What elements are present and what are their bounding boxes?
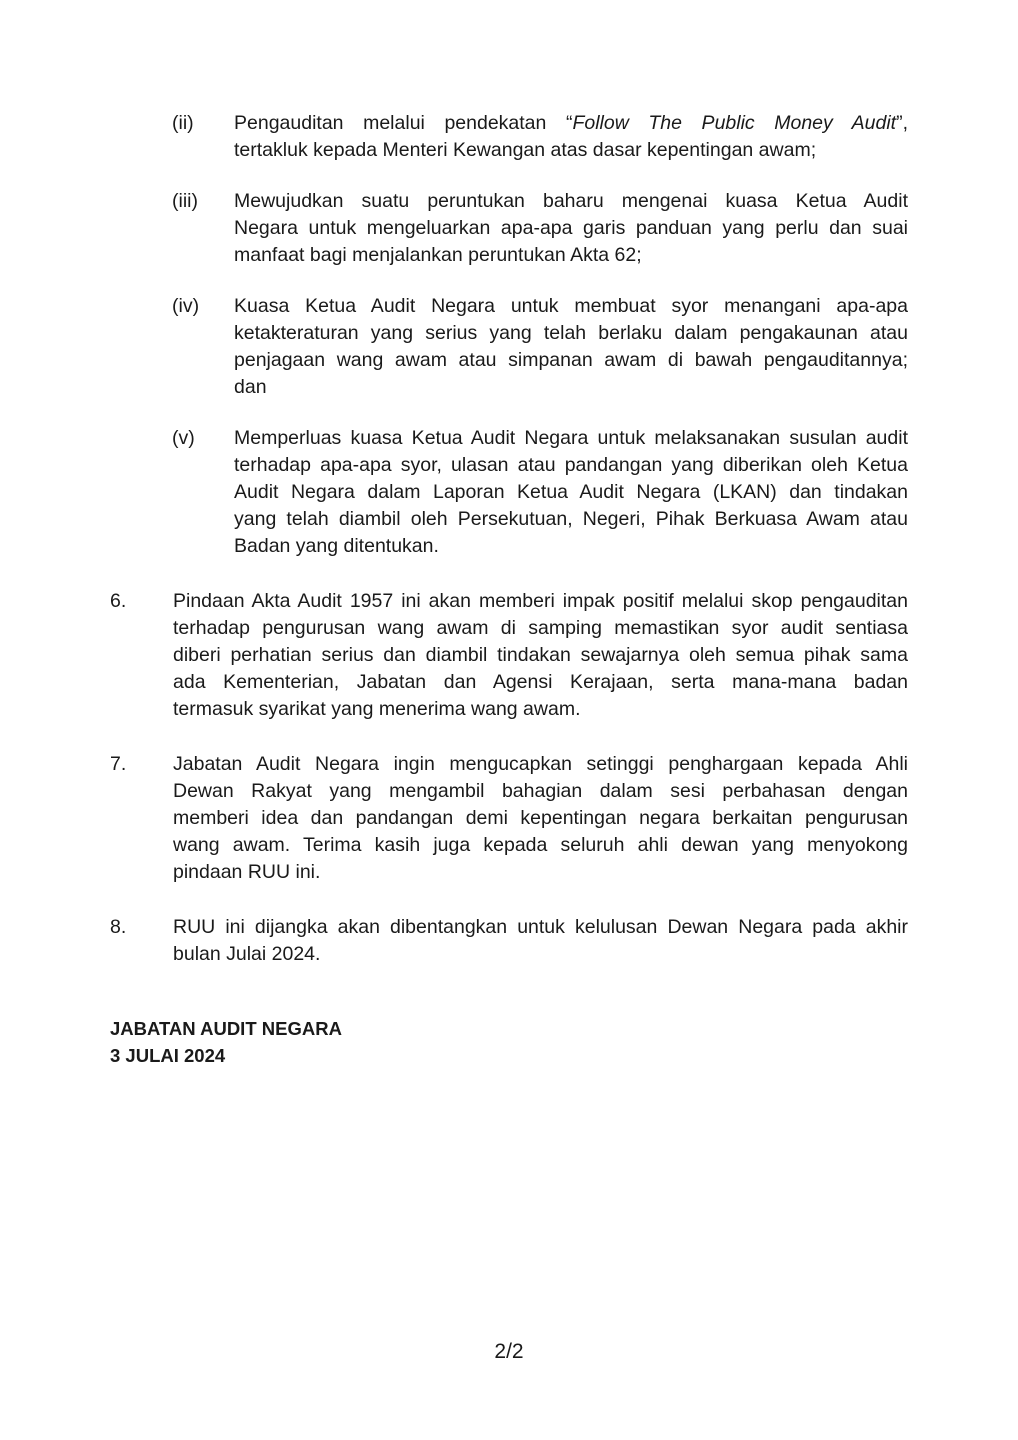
sub-item-number: (ii) [172,112,194,134]
sub-item-text [234,293,908,401]
text-line: Pengauditan melalui pendekatan “Follow The Public Money Audit”, [234,112,909,134]
text-line: ada Kementerian, Jabatan dan Agensi Kerajaan, serta mana-mana badan [173,671,908,693]
text-line: memberi idea dan pandangan demi kepentingan negara berkaitan pengurusan [173,807,908,829]
text-line: Badan yang ditentukan. [234,535,439,557]
sub-item-number: (v) [172,427,195,449]
text-line: wang awam. Terima kasih juga kepada seluruh ahli dewan yang menyokong [173,834,908,856]
paragraph-number: 8. [110,916,127,938]
text-line: manfaat bagi menjalankan peruntukan Akta 62; [234,244,642,266]
text-line: dan [234,376,267,398]
text-line: Negara untuk mengeluarkan apa-apa garis panduan yang perlu dan suai [234,217,908,239]
paragraph-text [173,751,908,886]
text-line: penjagaan wang awam atau simpanan awam di bawah pengauditannya; [234,349,908,371]
text-line: pindaan RUU ini. [173,861,321,883]
sub-item-text [234,110,908,164]
text-line: ketakteraturan yang serius yang telah berlaku dalam pengakaunan atau [234,322,908,344]
text-line: Mewujudkan suatu peruntukan baharu mengenai kuasa Ketua Audit [234,190,908,212]
text-line: terhadap pengurusan wang awam di samping memastikan syor audit sentiasa [173,617,908,639]
text-line: RUU ini dijangka akan dibentangkan untuk kelulusan Dewan Negara pada akhir [173,916,908,938]
text-line: diberi perhatian serius dan diambil tindakan sewajarnya oleh semua pihak sama [173,644,908,666]
paragraph-text [173,914,908,968]
sub-item-text [234,425,908,560]
sub-item-number: (iv) [172,295,200,317]
paragraph-number: 7. [110,753,127,775]
text-line: bulan Julai 2024. [173,943,321,965]
signature-org: JABATAN AUDIT NEGARA [110,1018,342,1039]
text-line: tertakluk kepada Menteri Kewangan atas dasar kepentingan awam; [234,139,817,161]
italic-phrase: Follow The Public Money Audit [572,112,897,134]
sub-item-text [234,188,908,269]
text-line: terhadap apa-apa syor, ulasan atau pandangan yang diberikan oleh Ketua [234,454,908,476]
text-line: yang telah diambil oleh Persekutuan, Negeri, Pihak Berkuasa Awam atau [234,508,908,530]
text-line: Memperluas kuasa Ketua Audit Negara untuk melaksanakan susulan audit [234,427,908,449]
text-line: termasuk syarikat yang menerima wang awam. [173,698,581,720]
page-number: 2/2 [494,1340,524,1363]
text-line: Jabatan Audit Negara ingin mengucapkan setinggi penghargaan kepada Ahli [173,753,908,775]
paragraph-text [173,588,908,723]
signature-date: 3 JULAI 2024 [110,1045,226,1066]
text-line: Dewan Rakyat yang mengambil bahagian dalam sesi perbahasan dengan [173,780,908,802]
text-line: Audit Negara dalam Laporan Ketua Audit Negara (LKAN) dan tindakan [234,481,908,503]
text-line: Pindaan Akta Audit 1957 ini akan memberi impak positif melalui skop pengauditan [173,590,908,612]
sub-item-number: (iii) [172,190,198,212]
paragraph-number: 6. [110,590,127,612]
text-line: Kuasa Ketua Audit Negara untuk membuat syor menangani apa-apa [234,295,908,317]
